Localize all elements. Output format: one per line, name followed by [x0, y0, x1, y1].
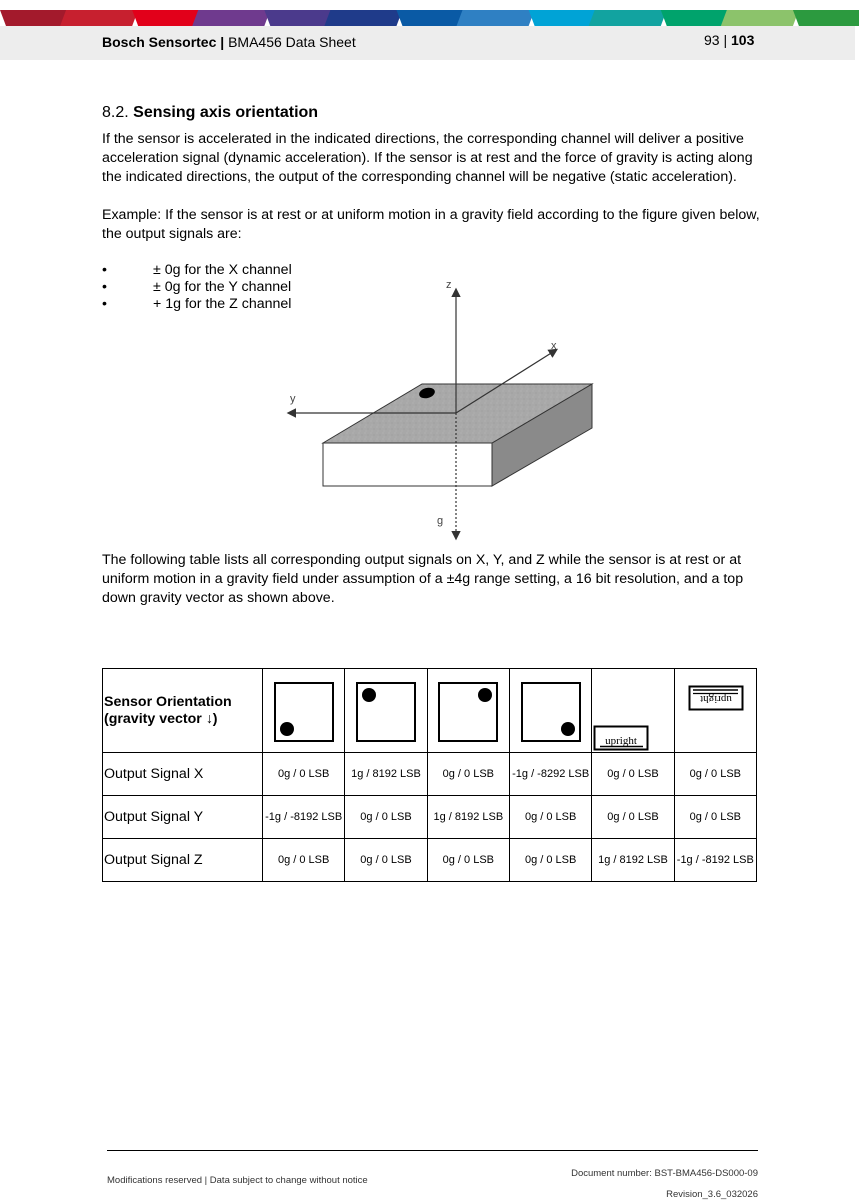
orientation-cell: [509, 669, 591, 753]
supergraphic-segment: [192, 10, 270, 26]
bullet-text: ± 0g for the Y channel: [153, 279, 292, 295]
dot-top-right-icon: [436, 679, 500, 743]
supergraphic-segment: [60, 10, 138, 26]
page-separator: |: [723, 32, 728, 48]
section-heading: [102, 104, 318, 122]
orientation-header-cell: [103, 669, 263, 753]
table-cell: 0g / 0 LSB: [592, 753, 674, 796]
chip-upside-down-icon: [675, 671, 755, 751]
chip-upright-icon: [593, 671, 673, 751]
table-cell: 0g / 0 LSB: [509, 839, 591, 882]
header-title: [102, 34, 356, 50]
supergraphic-segment: [324, 10, 402, 26]
paragraph-table-intro: The following table lists all corresponding output signals on X, Y, and Z while the sensor is at rest or at uniform motion in a gravity field under assumption of a ±4g range setting, a 16 bit resolution, and a top down gravity vector as shown above.: [102, 552, 744, 606]
supergraphic-segment: [721, 10, 799, 26]
sensing-axis-diagram: [280, 270, 610, 545]
y-axis-label: y: [290, 393, 296, 405]
bullet-marker: •: [102, 279, 107, 295]
section-title: Sensing axis orientation: [133, 104, 319, 121]
g-axis-label: g: [437, 515, 444, 527]
row-label-y: Output Signal Y: [103, 796, 263, 839]
dot-top-left-icon: [354, 679, 418, 743]
table-row: [103, 753, 757, 796]
table-cell: 0g / 0 LSB: [345, 839, 427, 882]
table-cell: 0g / 0 LSB: [674, 796, 756, 839]
supergraphic-segment: [589, 10, 667, 26]
orientation-cell: [427, 669, 509, 753]
bullet-marker: •: [102, 262, 107, 278]
table-cell: -1g / -8192 LSB: [674, 839, 756, 882]
table-cell: 0g / 0 LSB: [263, 753, 345, 796]
orientation-header-line2: (gravity vector ↓): [104, 710, 218, 727]
table-row: [103, 669, 757, 753]
orientation-cell: [345, 669, 427, 753]
row-label-z: Output Signal Z: [103, 839, 263, 882]
page-number: [704, 32, 754, 48]
footer-disclaimer: Modifications reserved | Data subject to change without notice: [107, 1175, 368, 1186]
bullet-text: + 1g for the Z channel: [153, 296, 292, 312]
table-cell: 0g / 0 LSB: [509, 796, 591, 839]
orientation-cell: [674, 669, 756, 753]
header-doc-name: BMA456 Data Sheet: [228, 34, 356, 50]
dot-bottom-right-icon: [519, 679, 583, 743]
table-row: [103, 839, 757, 882]
chip-upright-label: upright: [605, 734, 637, 747]
page-current: 93: [704, 32, 720, 48]
block-front-face: [323, 443, 492, 486]
table-cell: 0g / 0 LSB: [427, 839, 509, 882]
x-axis-label: x: [551, 340, 557, 352]
paragraph-intro: If the sensor is accelerated in the indicated directions, the corresponding channel will deliver a positive acceleration signal (dynamic acceleration). If the sensor is at rest and the force of gravity is acting along the indicated directions, the output of the corresponding channel will be negative (static acceleration).: [102, 131, 753, 185]
section-number: 8.2.: [102, 104, 129, 121]
table-cell: 0g / 0 LSB: [427, 753, 509, 796]
chip-upside-down-label: upright: [700, 692, 733, 705]
table-cell: -1g / -8192 LSB: [263, 796, 345, 839]
table-cell: 0g / 0 LSB: [263, 839, 345, 882]
table-cell: 0g / 0 LSB: [345, 796, 427, 839]
footer-revision: Revision_3.6_032026: [666, 1189, 758, 1200]
header-separator: |: [220, 34, 225, 50]
table-cell: -1g / -8292 LSB: [509, 753, 591, 796]
orientation-cell: [592, 669, 674, 753]
dot-bottom-left-icon: [272, 679, 336, 743]
page-total: 103: [731, 32, 755, 48]
table-row: [103, 796, 757, 839]
z-axis-label: z: [446, 279, 452, 291]
orientation-header-line1: Sensor Orientation: [104, 693, 232, 710]
header-brand: Bosch Sensortec: [102, 34, 217, 50]
footer-divider: [107, 1150, 758, 1151]
orientation-output-table: [102, 668, 757, 882]
table-cell: 1g / 8192 LSB: [427, 796, 509, 839]
table-cell: 0g / 0 LSB: [592, 796, 674, 839]
table-cell: 1g / 8192 LSB: [592, 839, 674, 882]
orientation-cell: [263, 669, 345, 753]
supergraphic-segment: [793, 10, 859, 26]
bullet-text: ± 0g for the X channel: [153, 262, 292, 278]
paragraph-example: Example: If the sensor is at rest or at uniform motion in a gravity field according to the figure given below, the output signals are:: [102, 207, 760, 242]
supergraphic-segment: [457, 10, 535, 26]
row-label-x: Output Signal X: [103, 753, 263, 796]
supergraphic-band: [0, 10, 859, 26]
table-cell: 0g / 0 LSB: [674, 753, 756, 796]
footer-document-number: Document number: BST-BMA456-DS000-09: [571, 1168, 758, 1179]
table-cell: 1g / 8192 LSB: [345, 753, 427, 796]
bullet-marker: •: [102, 296, 107, 312]
